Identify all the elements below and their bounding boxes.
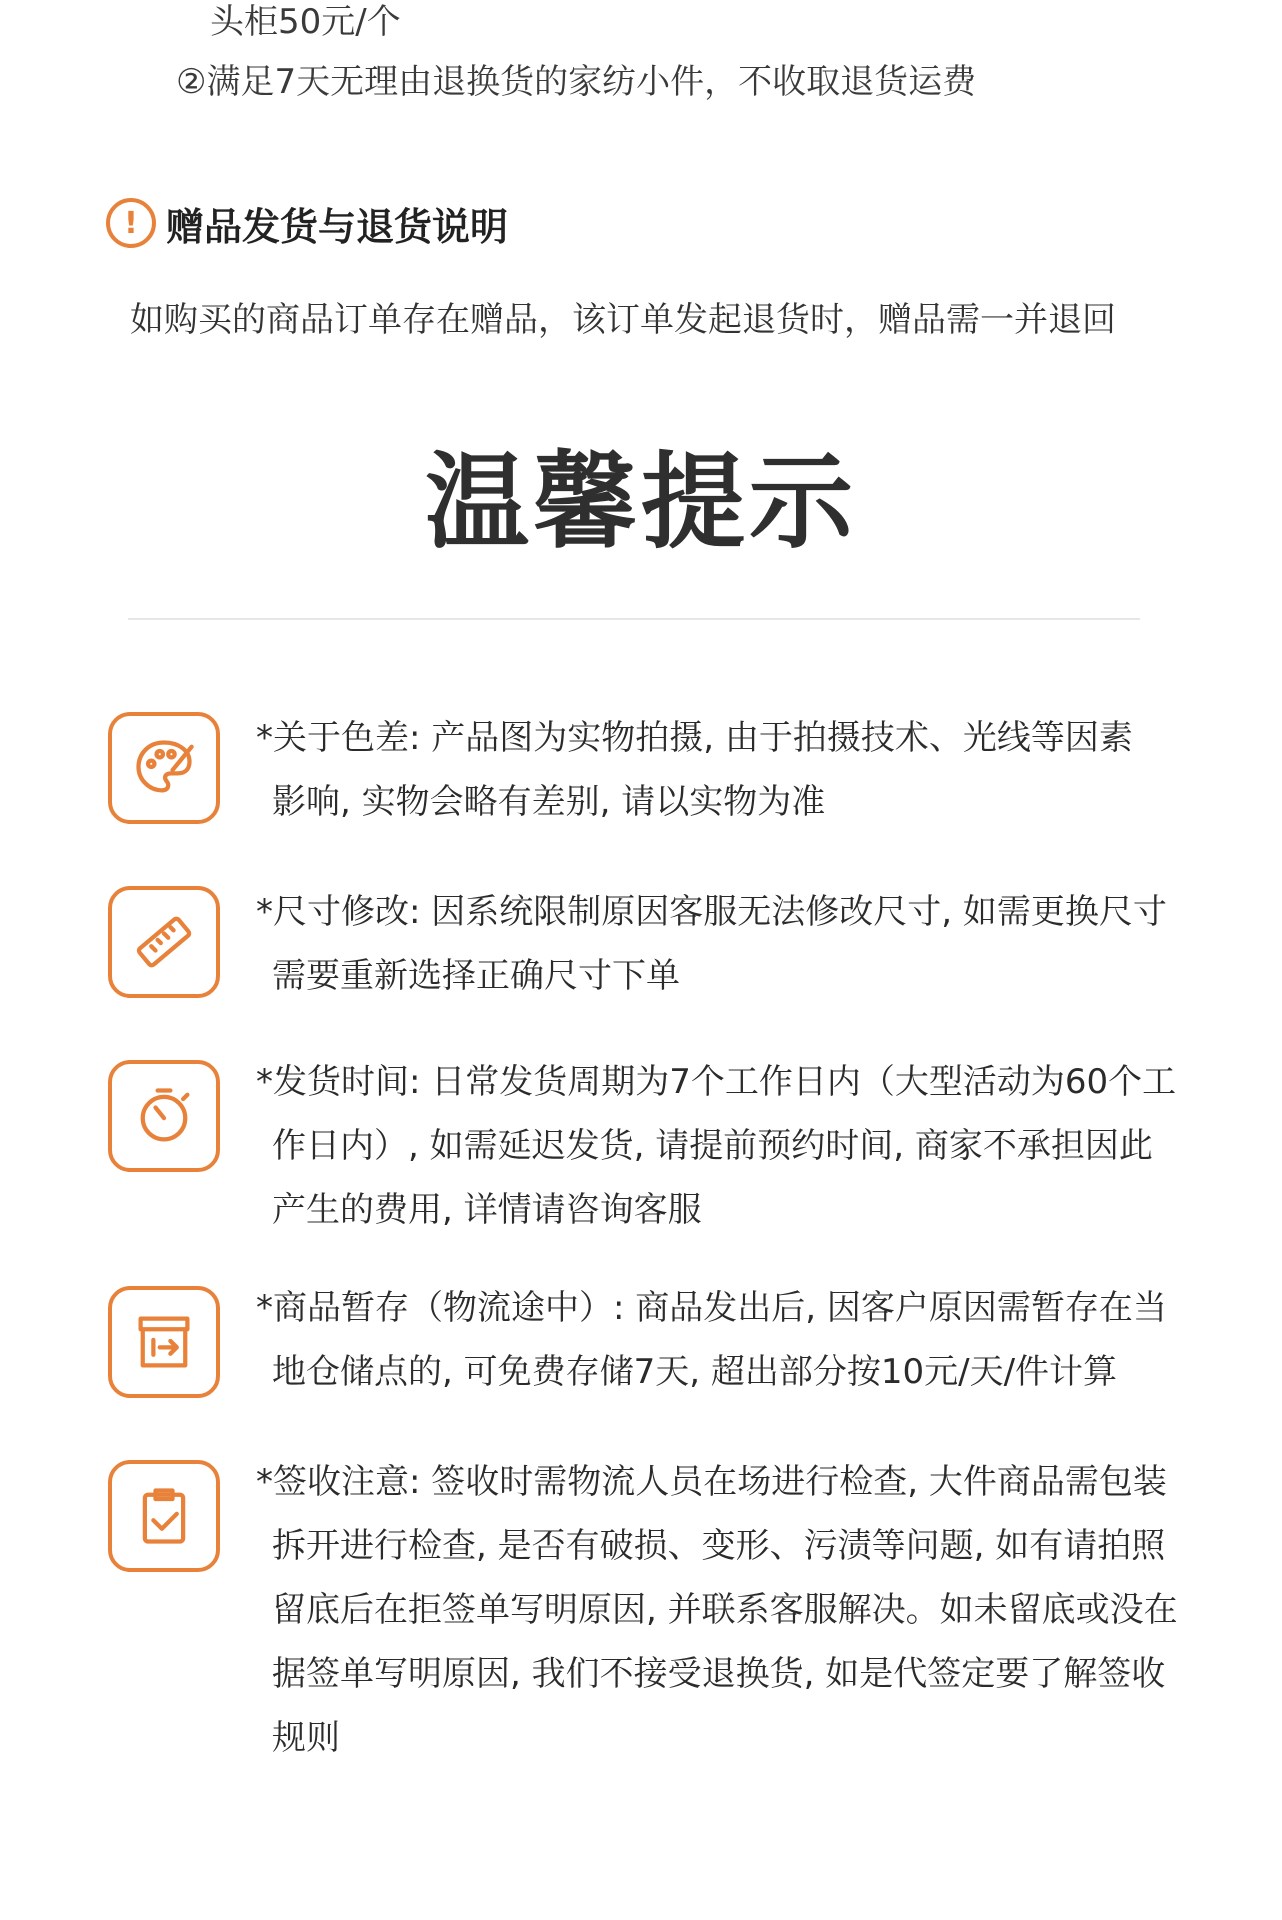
tip-line: 拆开进行检查, 是否有破损、变形、污渍等问题, 如有请拍照 xyxy=(272,1526,1166,1566)
stopwatch-icon xyxy=(108,1060,220,1172)
tip-line: 据签单写明原因, 我们不接受退换货, 如是代签定要了解签收 xyxy=(272,1654,1166,1694)
palette-icon xyxy=(108,712,220,824)
top-text-line-2: ②满足7天无理由退换货的家纺小件，不收取退货运费 xyxy=(176,62,977,102)
tip-line: 留底后在拒签单写明原因, 并联系客服解决。如未留底或没在 xyxy=(272,1590,1178,1630)
tip-line: 作日内）, 如需延迟发货, 请提前预约时间, 商家不承担因此 xyxy=(272,1126,1153,1166)
page-title: 温馨提示 xyxy=(424,441,857,563)
tip-line: 地仓储点的, 可免费存储7天, 超出部分按10元/天/件计算 xyxy=(272,1352,1118,1392)
gift-section-header xyxy=(106,194,508,252)
tip-head: *关于色差: 产品图为实物拍摄, 由于拍摄技术、光线等因素 xyxy=(256,718,1133,758)
tip-line: 需要重新选择正确尺寸下单 xyxy=(272,956,680,996)
clipboard-check-icon xyxy=(108,1460,220,1572)
top-text-line-1: 头柜50元/个 xyxy=(210,2,401,42)
tip-head: *尺寸修改: 因系统限制原因客服无法修改尺寸, 如需更换尺寸 xyxy=(256,892,1167,932)
tip-line: 影响, 实物会略有差别, 请以实物为准 xyxy=(272,782,826,822)
tip-head: *签收注意: 签收时需物流人员在场进行检查, 大件商品需包装 xyxy=(256,1462,1167,1502)
gift-section-title: 赠品发货与退货说明 xyxy=(166,204,509,249)
divider xyxy=(128,618,1140,620)
tip-head: *商品暂存（物流途中）: 商品发出后, 因客户原因需暂存在当 xyxy=(256,1288,1167,1328)
tip-head: *发货时间: 日常发货周期为7个工作日内（大型活动为60个工 xyxy=(256,1062,1177,1102)
ruler-icon xyxy=(108,886,220,998)
gift-section-desc: 如购买的商品订单存在赠品，该订单发起退货时，赠品需一并退回 xyxy=(130,300,1116,340)
storage-box-icon xyxy=(108,1286,220,1398)
tip-line: 规则 xyxy=(272,1718,340,1758)
tip-line: 产生的费用, 详情请咨询客服 xyxy=(272,1190,702,1230)
exclamation-circle-icon: ! xyxy=(106,198,156,248)
